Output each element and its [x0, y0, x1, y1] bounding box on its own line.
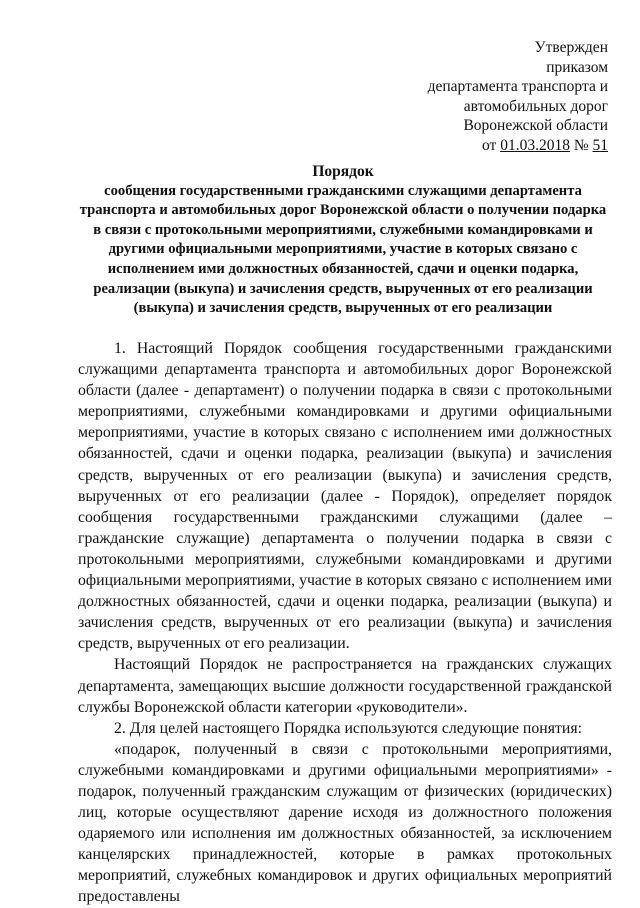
- approval-line: Утвержден: [534, 39, 608, 56]
- approval-date: 01.03.2018: [500, 136, 570, 154]
- approval-date-line: [428, 136, 608, 156]
- approval-line: департамента транспорта и: [427, 78, 608, 96]
- date-prefix: от: [482, 136, 501, 154]
- approval-block: [428, 38, 608, 156]
- approval-number: 51: [592, 136, 608, 154]
- paragraph: 1. Настоящий Порядок сообщения государственными гражданскими служащими департамента транспорта и автомобильных дорог Воронежской области (далее - департамент) о получении подарка в связи с протокольными мероприятиями, служебными командировками и другими официальными мероприятиями, участие в которых связано с исполнением ими должностных обязанностей, сдачи и оценки подарка, реализации (выкупа) и зачисления средств, вырученных от его реализации (выкупа) и зачисления средств, вырученных от его реализации (далее - Порядок), определяет порядок сообщения государственными гражданскими служащими (далее – гражданские служащие) департамента о получении подарка в связи с протокольными мероприятиями, служебными командировками и другими официальными мероприятиями, участие в которых связано с исполнением ими должностных обязанностей, сдачи и оценки подарка, реализации (выкупа) и зачисления средств, вырученных от его реализации (выкупа) и зачисления средств, вырученных от его реализации.: [78, 340, 612, 653]
- paragraph: «подарок, полученный в связи с протокольными мероприятиями, служебными командировками и другими официальными мероприятиями» - подарок, полученный гражданским служащим от физических (юридических) лиц, которые осуществляют дарение исходя из должностного положения одаряемого или исполнения им должностных обязанностей, за исключением канцелярских принадлежностей, которые в рамках протокольных мероприятий, служебных командировок и других официальных мероприятий предоставлены: [78, 740, 612, 906]
- title-heading: Порядок: [312, 163, 374, 180]
- title-subtitle: сообщения государственными гражданскими служащими департамента транспорта и автомобильных дорог Воронежской области о получении подарка в связи с протокольными мероприятиями, служебными командировками и другими официальными мероприятиями, участие в которых связано с исполнением ими должностных обязанностей, сдачи и оценки подарка, реализации (выкупа) и зачисления средств, вырученных от его реализации (выкупа) и зачисления средств, вырученных от его реализации: [79, 182, 607, 317]
- approval-line: Воронежской области: [463, 117, 608, 135]
- approval-line: автомобильных дорог: [463, 97, 608, 115]
- document-body: [78, 338, 612, 908]
- paragraph: 2. Для целей настоящего Порядка используются следующие понятия:: [114, 719, 582, 737]
- paragraph: Настоящий Порядок не распространяется на гражданских служащих департамента, замещающих высшие должности государственной гражданской службы Воронежской области категории «руководители».: [78, 656, 612, 716]
- document-title: [78, 162, 608, 319]
- approval-line: приказом: [546, 58, 608, 76]
- number-prefix: №: [569, 136, 593, 154]
